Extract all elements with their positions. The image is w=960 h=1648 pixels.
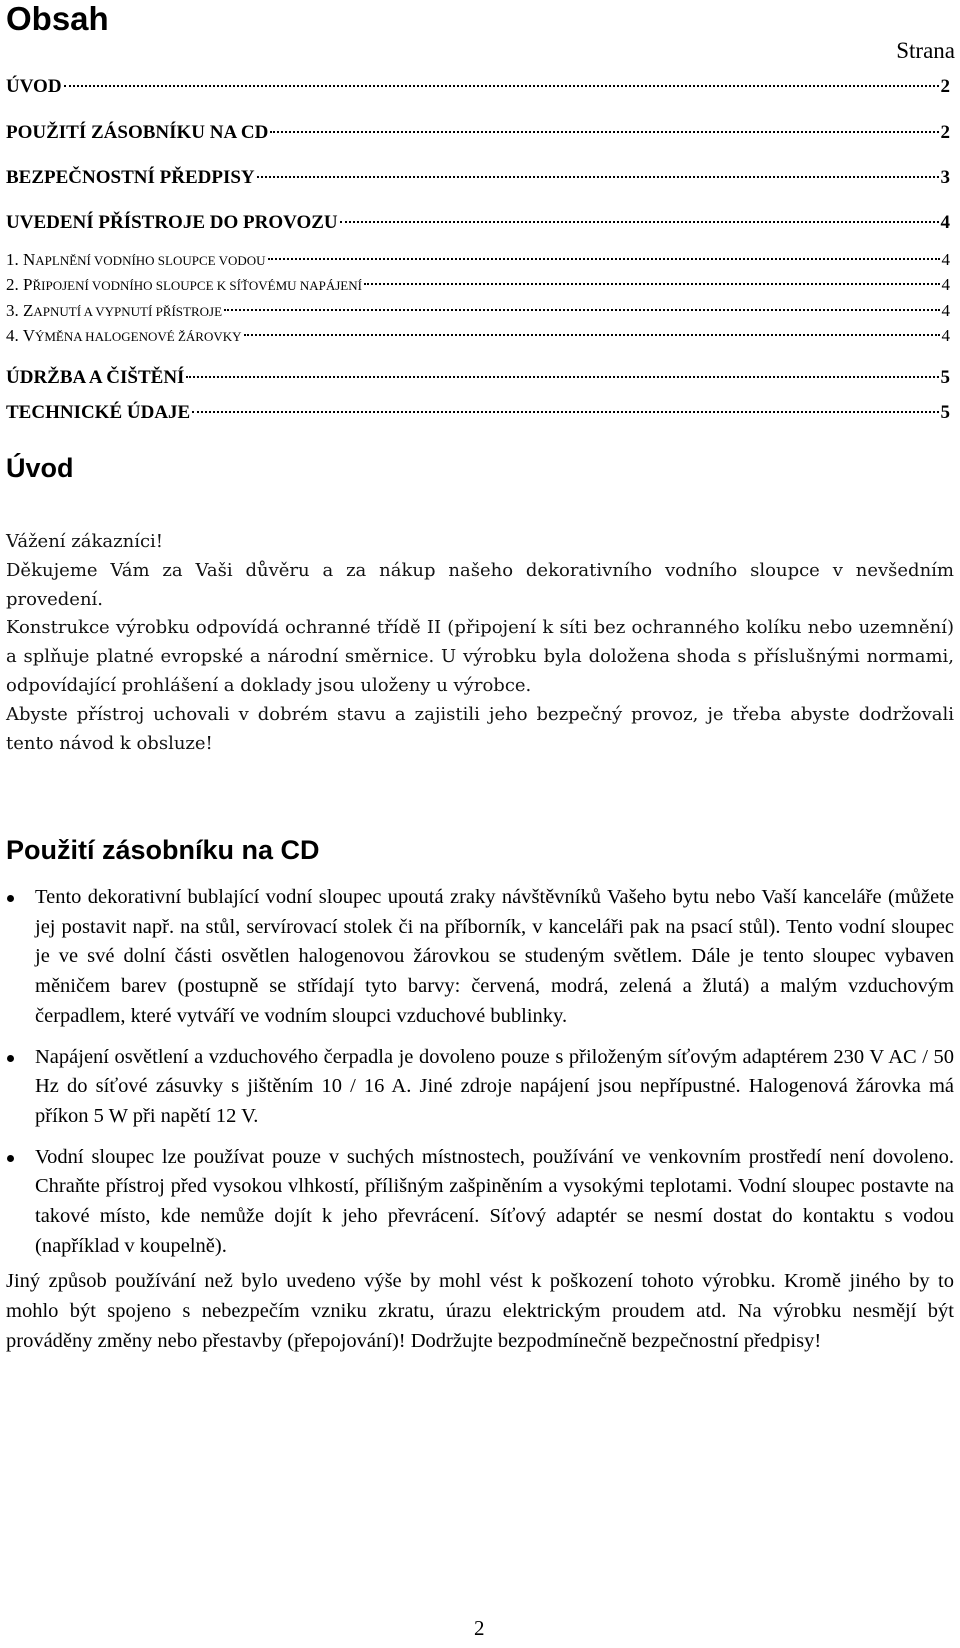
toc-entry-udrzba[interactable] [6, 367, 950, 389]
toc-subentry-pripojeni[interactable] [6, 275, 950, 295]
toc-dot-leader [244, 334, 940, 336]
intro-paragraph: Abyste přístroj uchovali v dobrém stavu a zajistili jeho bezpečný provoz, je třeba abyste dodržovali tento návod k obsluze! [6, 703, 954, 754]
toc-dot-leader [186, 376, 938, 378]
toc-entry-page: 2 [940, 122, 950, 143]
usage-bullet-item: Tento dekorativní bublající vodní sloupec upoutá zraky návštěvníků Vašeho bytu nebo Vaší kanceláře (můžete jej postavit např. na stůl, servírovací stolek či na příborník, v kanceláři pak na psací stůl). Tento vodní sloupec je ve své dolní části osvětlen halogenovou žárovkou se studeným světlem. Dále je tento sloupec vybaven měničem barev (postupně se střídají tyto barvy: červená, modrá, zelená a žlutá) a malým vzduchovým čerpadlem, které vytváří ve vodním sloupci vzduchové bublinky. [6, 883, 954, 1032]
toc-subentry-naplneni[interactable] [6, 250, 950, 270]
usage-heading: Použití zásobníku na CD [6, 835, 320, 865]
toc-entry-label: UVEDENÍ PŘÍSTROJE DO PROVOZU [6, 212, 338, 233]
toc-dot-leader [364, 283, 940, 285]
toc-dot-leader [340, 221, 939, 223]
toc-entry-page: 5 [940, 367, 950, 388]
toc-entry-pouziti[interactable] [6, 122, 950, 144]
toc-entry-uvedeni[interactable] [6, 212, 950, 234]
toc-entry-label: ÚVOD [6, 76, 62, 97]
toc-entry-label: 1. NAPLNĚNÍ VODNÍHO SLOUPCE VODOU [6, 250, 266, 269]
bullet-dot-icon [7, 1055, 14, 1062]
toc-entry-page: 5 [940, 402, 950, 423]
usage-closing-paragraph: Jiný způsob používání než bylo uvedeno výše by mohl vést k poškození tohoto výrobku. Kromě jiného by to mohlo být spojeno s nebezpečím vzniku zkratu, úrazu elektrickým proudem atd. Na výrobku nesmějí být prováděny změny nebo přestavby (přepojování)! Dodržujte bezpodmínečně bezpečnostní předpisy! [6, 1270, 954, 1352]
toc-dot-leader [64, 85, 939, 87]
toc-entry-label: 4. VÝMĚNA HALOGENOVÉ ŽÁROVKY [6, 326, 242, 345]
intro-paragraph: Děkujeme Vám za Vaši důvěru a za nákup našeho dekorativního vodního sloupce v nevšedním provedení. [6, 559, 954, 610]
toc-entry-page: 2 [940, 76, 950, 97]
toc-entry-page: 4 [941, 250, 950, 269]
toc-subentry-zapnuti[interactable] [6, 301, 950, 321]
intro-paragraph: Konstrukce výrobku odpovídá ochranné třídě II (připojení k síti bez ochranného kolíku nebo uzemnění) a splňuje platné evropské a národní směrnice. U výrobku byla doložena shoda s příslušnými normami, odpovídající prohlášení a doklady jsou uloženy u výrobce. [6, 617, 954, 696]
toc-entry-bezpecnost[interactable] [6, 167, 950, 189]
bullet-dot-icon [7, 1155, 14, 1162]
toc-title: Obsah [6, 0, 109, 37]
toc-entry-uvod[interactable] [6, 76, 950, 98]
toc-entry-label: ÚDRŽBA A ČIŠTĚNÍ [6, 367, 185, 388]
toc-dot-leader [192, 411, 938, 413]
usage-bullet-item: Napájení osvětlení a vzduchového čerpadla je dovoleno pouze s přiloženým síťovým adaptérem 230 V AC / 50 Hz do síťové zásuvky s jištěním 10 / 16 A. Jiné zdroje napájení jsou nepřípustné. Halogenová žárovka má příkon 5 W při napětí 12 V. [6, 1043, 954, 1132]
toc-entry-label: TECHNICKÉ ÚDAJE [6, 402, 191, 423]
toc-subentry-vymena[interactable] [6, 326, 950, 346]
toc-entry-label: 3. ZAPNUTÍ A VYPNUTÍ PŘÍSTROJE [6, 301, 223, 320]
toc-dot-leader [224, 309, 939, 311]
bullet-dot-icon [7, 895, 14, 902]
page-number: 2 [474, 1616, 485, 1640]
toc-entry-page: 3 [940, 167, 950, 188]
toc-entry-page: 4 [941, 301, 950, 320]
toc-entry-page: 4 [941, 275, 950, 294]
toc-entry-label: POUŽITÍ ZÁSOBNÍKU NA CD [6, 122, 269, 143]
toc-entry-page: 4 [941, 326, 950, 345]
usage-text [6, 883, 954, 1357]
toc-entry-label: BEZPEČNOSTNÍ PŘEDPISY [6, 167, 255, 188]
toc-entry-technicke[interactable] [6, 402, 950, 424]
intro-text [6, 528, 954, 758]
toc-dot-leader [257, 176, 939, 178]
toc-page-column-label: Strana [896, 38, 955, 63]
toc-dot-leader [268, 258, 940, 260]
toc-dot-leader [270, 131, 938, 133]
usage-bullet-list [6, 883, 954, 1261]
intro-greeting: Vážení zákazníci! [6, 531, 164, 552]
toc-entry-label: 2. PŘIPOJENÍ VODNÍHO SLOUPCE K SÍŤOVÉMU NAPÁJENÍ [6, 275, 362, 294]
toc-entry-page: 4 [940, 212, 950, 233]
intro-heading: Úvod [6, 453, 74, 483]
usage-bullet-item: Vodní sloupec lze používat pouze v suchých místnostech, používání ve venkovním prostředí není dovoleno. Chraňte přístroj před vysokou vlhkostí, přílišným zašpiněním a vysokými teplotami. Vodní sloupec postavte na takové místo, kde nemůže dojít k jeho převrácení. Síťový adaptér se nesmí dostat do kontaktu s vodou (například v koupelně). [6, 1143, 954, 1262]
